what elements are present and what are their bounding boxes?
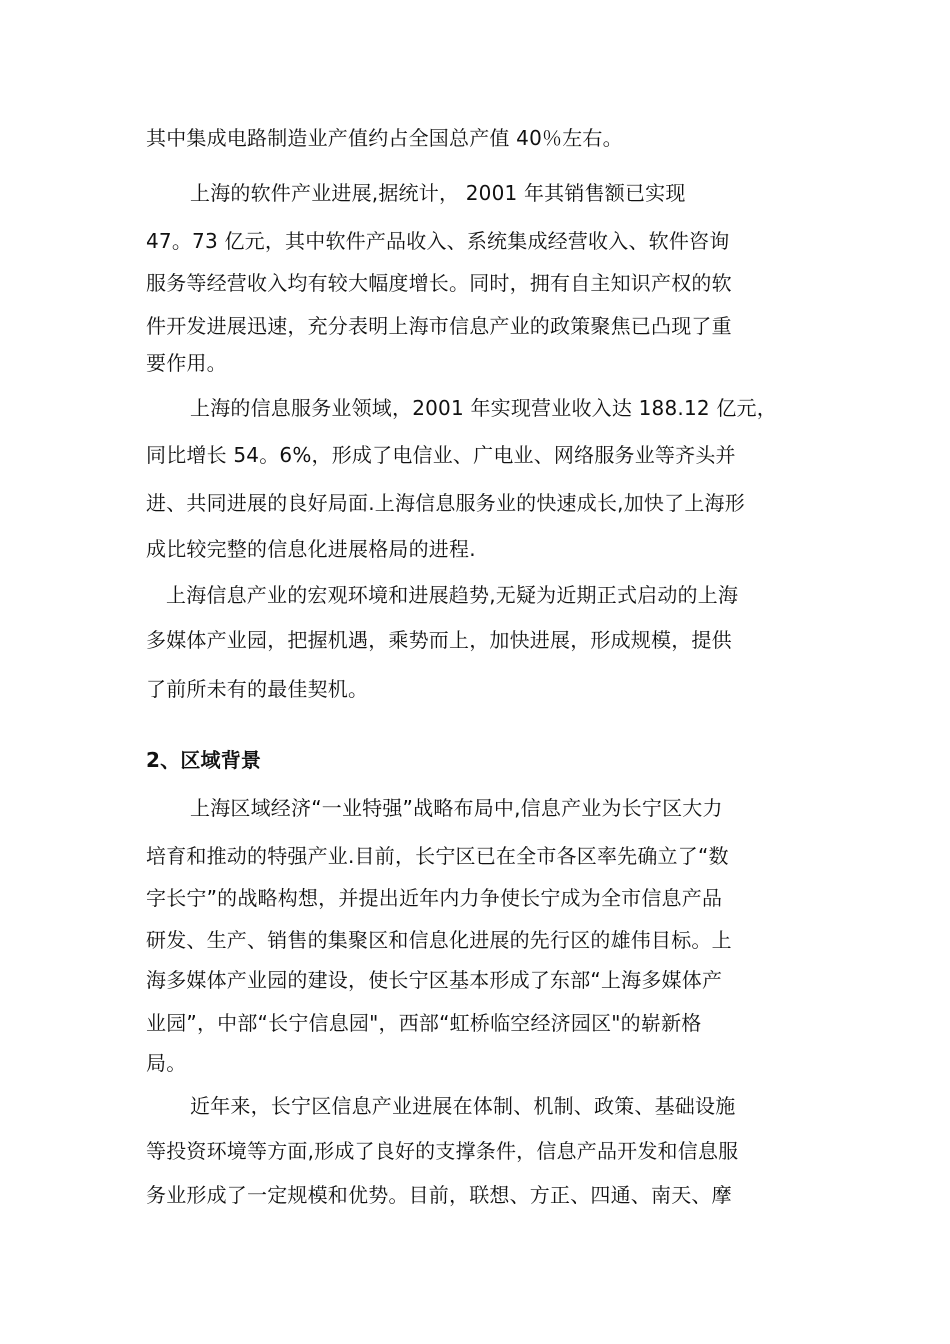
paragraph-line: 件开发进展迅速，充分表明上海市信息产业的政策聚焦已凸现了重 (146, 314, 732, 338)
paragraph-line: 上海的软件产业进展,据统计， 2001 年其销售额已实现 (190, 181, 686, 205)
paragraph-line: 等投资环境等方面,形成了良好的支撑条件，信息产品开发和信息服 (146, 1139, 739, 1163)
paragraph-line: 上海信息产业的宏观环境和进展趋势,无疑为近期正式启动的上海 (166, 583, 739, 607)
paragraph-line: 近年来，长宁区信息产业进展在体制、机制、政策、基础设施 (190, 1094, 736, 1118)
paragraph-line: 务业形成了一定规模和优势。目前，联想、方正、四通、南天、摩 (146, 1183, 732, 1207)
paragraph-line: 海多媒体产业园的建设，使长宁区基本形成了东部“上海多媒体产 (146, 968, 723, 992)
paragraph-line: 培育和推动的特强产业.目前，长宁区已在全市各区率先确立了“数 (146, 844, 729, 868)
paragraph-line: 局。 (146, 1051, 187, 1075)
paragraph-line: 同比增长 54。6%，形成了电信业、广电业、网络服务业等齐头并 (146, 443, 736, 467)
paragraph-line: 服务等经营收入均有较大幅度增长。同时，拥有自主知识产权的软 (146, 271, 732, 295)
paragraph-line: 47。73 亿元，其中软件产品收入、系统集成经营收入、软件咨询 (146, 229, 730, 253)
paragraph-line: 上海区域经济“一业特强”战略布局中,信息产业为长宁区大力 (190, 796, 723, 820)
paragraph-line: 要作用。 (146, 351, 227, 375)
paragraph-line: 了前所未有的最佳契机。 (146, 677, 369, 701)
paragraph-line: 研发、生产、销售的集聚区和信息化进展的先行区的雄伟目标。上 (146, 928, 732, 952)
section-heading: 2、区域背景 (146, 748, 262, 772)
paragraph-line: 成比较完整的信息化进展格局的进程. (146, 537, 476, 561)
paragraph-line: 多媒体产业园，把握机遇，乘势而上，加快进展，形成规模，提供 (146, 628, 732, 652)
paragraph-line: 进、共同进展的良好局面.上海信息服务业的快速成长,加快了上海形 (146, 491, 745, 515)
paragraph-line: 上海的信息服务业领域，2001 年实现营业收入达 188.12 亿元， (190, 396, 777, 420)
paragraph-line: 其中集成电路制造业产值约占全国总产值 40％左右。 (146, 126, 623, 150)
paragraph-line: 字长宁”的战略构想，并提出近年内力争使长宁成为全市信息产品 (146, 886, 723, 910)
paragraph-line: 业园”，中部“长宁信息园"，西部“虹桥临空经济园区"的崭新格 (146, 1011, 702, 1035)
